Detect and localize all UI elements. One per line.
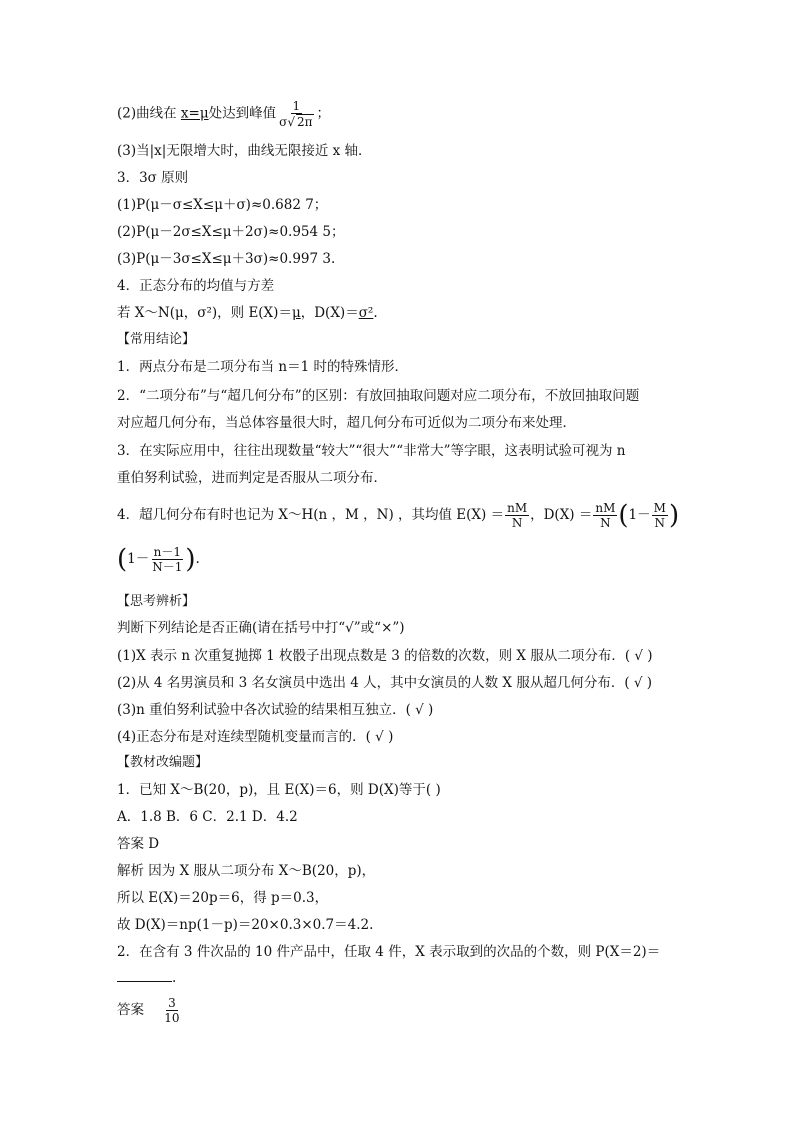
- text: 1－: [127, 551, 150, 567]
- text: .: [373, 305, 378, 321]
- fraction-numerator: 3: [168, 996, 176, 1010]
- conclusion-3: 3．在实际应用中，往往出现数量“较大”“很大”“非常大”等字眼，这表明试验可视为 n: [117, 443, 626, 459]
- right-paren: ): [668, 500, 680, 531]
- fraction-denominator: N: [654, 516, 666, 530]
- fraction-numerator: M: [653, 501, 666, 515]
- fraction-variance: [593, 501, 617, 530]
- fraction-numerator: n－1: [153, 545, 181, 559]
- text: ，D(X)＝: [300, 305, 359, 321]
- line-3sigma: (3)P(μ－3σ≤X≤μ＋3σ)≈0.997 3.: [117, 251, 336, 267]
- question-1-options: A．1.8 B．6 C．2.1 D．4.2: [117, 809, 298, 825]
- question-1: 1．已知 X～B(20，p)，且 E(X)＝6，则 D(X)等于( ): [117, 782, 441, 798]
- heading-mean-variance: 4．正态分布的均值与方差: [117, 278, 275, 294]
- answer-blank: [117, 969, 172, 982]
- text: 若 X～N(μ，σ²)，则 E(X)＝: [117, 305, 292, 321]
- text: .: [195, 551, 200, 567]
- fraction-peak: [277, 99, 315, 129]
- answer-2: [117, 996, 183, 1025]
- analysis-1-line-3: 故 D(X)＝np(1－p)＝20×0.3×0.7＝4.2.: [117, 917, 374, 933]
- analysis-1-line-1: 解析 因为 X 服从二项分布 X～B(20，p)，: [117, 863, 376, 879]
- judge-instruction: 判断下列结论是否正确(请在括号中打“√”或“×”): [117, 620, 405, 636]
- text: .: [172, 970, 177, 986]
- line-curve-asymptote: (3)当|x|无限增大时，曲线无限接近 x 轴．: [117, 143, 372, 159]
- left-paren: (: [618, 500, 629, 531]
- question-2-blank-line: [117, 969, 176, 987]
- conclusion-4-cont: [117, 545, 200, 574]
- fraction-denominator: 10: [164, 1011, 180, 1025]
- section-think-discern: 【思考辨析】: [117, 594, 196, 609]
- right-paren: ): [185, 544, 196, 575]
- question-2: 2．在含有 3 件次品的 10 件产品中，任取 4 件，X 表示取到的次品的个数，则 P(X＝2)＝: [117, 944, 661, 960]
- analysis-1-line-2: 所以 E(X)＝20p＝6，得 p＝0.3，: [117, 890, 329, 906]
- text: ，D(X) ＝: [530, 507, 593, 523]
- fraction-mean: [505, 501, 529, 530]
- fraction-n1-over-N1: [150, 545, 184, 574]
- conclusion-2: 2．“二项分布”与“超几何分布”的区别：有放回抽取问题对应二项分布，不放回抽取问题: [117, 388, 640, 404]
- underlined-answer: x=μ: [180, 105, 209, 122]
- text: 处达到峰值: [208, 105, 277, 122]
- fraction-denominator: N: [600, 516, 611, 530]
- radicand: 2π: [296, 115, 313, 129]
- line-2sigma: (2)P(μ－2σ≤X≤μ＋2σ)≈0.954 5；: [117, 224, 345, 240]
- fraction-numerator: nM: [595, 501, 616, 515]
- judge-item-2: (2)从 4 名男演员和 3 名女演员中选出 4 人，其中女演员的人数 X 服从超几何分布．( √ ): [117, 675, 653, 691]
- fraction-denominator: N－1: [152, 560, 183, 574]
- answer-fraction: [162, 996, 181, 1025]
- conclusion-2-cont: 对应超几何分布，当总体容量很大时，超几何分布可近似为二项分布来处理．: [117, 415, 576, 431]
- section-common-conclusions: 【常用结论】: [117, 332, 196, 347]
- heading-3sigma: 3．3σ 原则: [117, 170, 189, 186]
- answer-label: 答案: [117, 1002, 144, 1018]
- fraction-numerator: nM: [507, 501, 528, 515]
- line-peak-value: [117, 99, 330, 129]
- line-normal-mean-variance: [117, 304, 378, 322]
- section-textbook-adapted: 【教材改编题】: [117, 755, 209, 770]
- judge-item-1: (1)X 表示 n 次重复抛掷 1 枚骰子出现点数是 3 的倍数的次数，则 X 服从二项分布．( √ ): [117, 648, 653, 664]
- text: ；: [316, 105, 331, 122]
- fraction-m-over-n: [652, 501, 668, 530]
- line-1sigma: (1)P(μ－σ≤X≤μ＋σ)≈0.682 7；: [117, 197, 328, 213]
- judge-item-4: (4)正态分布是对连续型随机变量而言的．( √ ): [117, 729, 394, 745]
- conclusion-4: [117, 501, 679, 530]
- left-paren: (: [117, 544, 128, 575]
- fraction-numerator: 1: [292, 99, 301, 113]
- fraction-denominator: N: [511, 516, 523, 530]
- judge-item-3: (3)n 重伯努利试验中各次试验的结果相互独立．( √ ): [117, 702, 434, 718]
- text: 1－: [628, 507, 651, 523]
- conclusion-1: 1．两点分布是二项分布当 n＝1 时的特殊情形．: [117, 359, 408, 375]
- text: (2)曲线在: [117, 105, 181, 122]
- text: 4．超几何分布有时也记为 X～H(n ，M ，N) ，其均值 E(X) ＝: [117, 507, 505, 523]
- sigma-symbol: σ: [279, 115, 288, 129]
- conclusion-3-cont: 重伯努利试验，进而判定是否服从二项分布．: [117, 470, 387, 486]
- underlined-answer: σ²: [358, 305, 374, 321]
- fraction-denominator: σ√ 2π: [279, 115, 313, 129]
- underlined-answer: μ: [291, 305, 301, 321]
- answer-1: 答案 D: [117, 836, 160, 852]
